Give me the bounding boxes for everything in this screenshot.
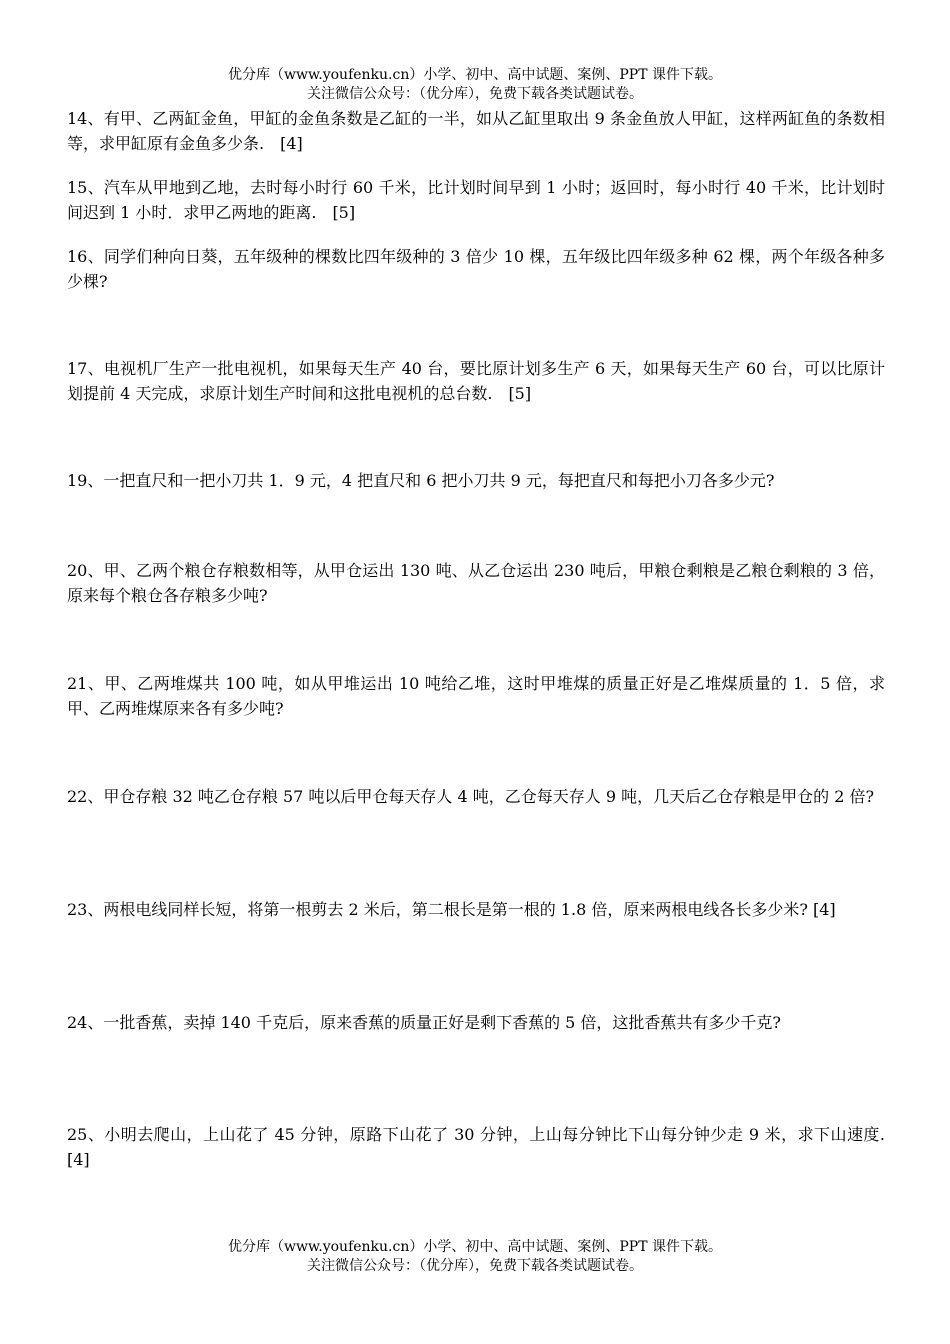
footer-site-line: 优分库（www.youfenku.cn）小学、初中、高中试题、案例、PPT 课件下载。 [227, 1239, 722, 1255]
problem-17: 17、电视机厂生产一批电视机，如果每天生产 40 台，要比原计划多生产 6 天，如果每天生产 60 台，可以比原计划提前 4 天完成，求原计划生产时间和这批电视机的总台数. [5] [67, 359, 885, 403]
page-header [0, 66, 950, 104]
problem-19: 19、一把直尺和一把小刀共 1．9 元，4 把直尺和 6 把小刀共 9 元，每把直尺和每把小刀各多少元? [67, 471, 775, 490]
problem-20: 20、甲、乙两个粮仓存粮数相等，从甲仓运出 130 吨、从乙仓运出 230 吨后，甲粮仓剩粮是乙粮仓剩粮的 3 倍，原来每个粮仓各存粮多少吨? [67, 561, 885, 605]
header-site-line: 优分库（www.youfenku.cn）小学、初中、高中试题、案例、PPT 课件下载。 [227, 67, 722, 83]
problem-21: 21、甲、乙两堆煤共 100 吨，如从甲堆运出 10 吨给乙堆，这时甲堆煤的质量正好是乙堆煤质量的 1．5 倍，求甲、乙两堆煤原来各有多少吨? [67, 674, 885, 718]
header-wechat-line: 关注微信公众号：（优分库），免费下载各类试题试卷。 [307, 86, 643, 102]
page-footer [0, 1238, 950, 1276]
footer-wechat-line: 关注微信公众号：（优分库），免费下载各类试题试卷。 [307, 1258, 643, 1274]
problem-23: 23、两根电线同样长短，将第一根剪去 2 米后，第二根长是第一根的 1.8 倍，原来两根电线各长多少米? [4] [67, 900, 836, 919]
problem-24: 24、一批香蕉，卖掉 140 千克后，原来香蕉的质量正好是剩下香蕉的 5 倍，这批香蕉共有多少千克? [67, 1013, 782, 1032]
problem-25: 25、小明去爬山，上山花了 45 分钟，原路下山花了 30 分钟，上山每分钟比下山每分钟少走 9 米，求下山速度. [4] [67, 1125, 902, 1169]
problem-14: 14、有甲、乙两缸金鱼，甲缸的金鱼条数是乙缸的一半，如从乙缸里取出 9 条金鱼放人甲缸，这样两缸鱼的条数相等，求甲缸原有金鱼多少条. [4] [67, 109, 885, 153]
problem-16: 16、同学们种向日葵，五年级种的棵数比四年级种的 3 倍少 10 棵，五年级比四年级多种 62 棵，两个年级各种多少棵? [67, 247, 885, 291]
problem-22: 22、甲仓存粮 32 吨乙仓存粮 57 吨以后甲仓每天存人 4 吨，乙仓每天存人 9 吨，几天后乙仓存粮是甲仓的 2 倍? [67, 787, 875, 806]
problem-15: 15、汽车从甲地到乙地，去时每小时行 60 千米，比计划时间早到 1 小时；返回时，每小时行 40 千米，比计划时间迟到 1 小时．求甲乙两地的距离. [5] [67, 178, 885, 222]
